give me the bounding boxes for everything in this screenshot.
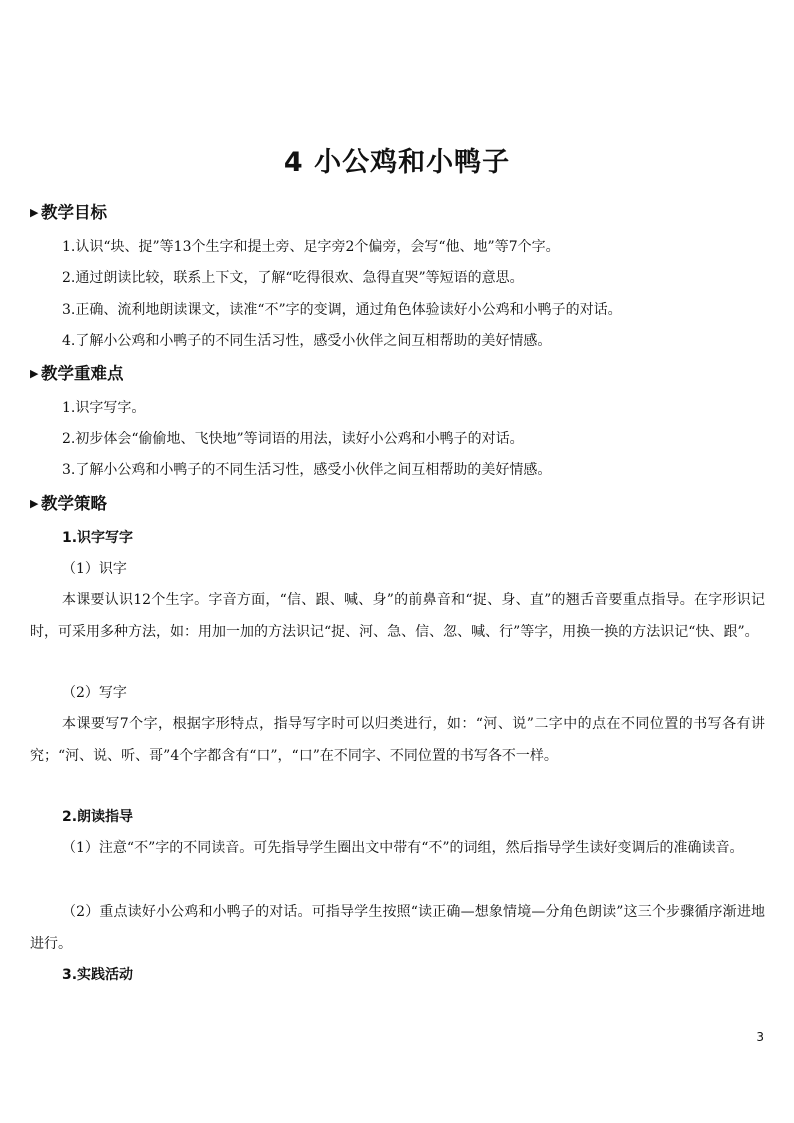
section-heading-text: 教学重难点 (41, 364, 124, 383)
page-number: 3 (756, 1030, 764, 1044)
section-heading-keypoints (30, 364, 124, 386)
keypoint-item: 3.了解小公鸡和小鸭子的不同生活习性，感受小伙伴之间互相帮助的美好情感。 (62, 462, 552, 478)
keypoint-item: 1.识字写字。 (62, 400, 146, 416)
section-heading-strategy (30, 494, 107, 516)
goal-item: 2.通过朗读比较，联系上下文，了解“吃得很欢、急得直哭”等短语的意思。 (62, 270, 524, 286)
body-paragraph: 本课要写7个字，根据字形特点，指导写字时可以归类进行，如：“河、说”二字中的点在不同位置的书写各有讲究；“河、说、听、哥”4个字都含有“口”，“口”在不同字、不同位置的书写各不一样。 (30, 716, 765, 764)
triangle-bullet-icon: ▶ (30, 206, 39, 219)
triangle-bullet-icon: ▶ (30, 497, 39, 510)
goal-item: 1.认识“块、捉”等13个生字和提土旁、足字旁2个偏旁，会写“他、地”等7个字。 (62, 239, 560, 255)
triangle-bullet-icon: ▶ (30, 367, 39, 380)
section-heading-goals (30, 203, 107, 225)
subsection-label: （1）识字 (62, 561, 127, 577)
subsection-label: （2）写字 (62, 685, 127, 701)
body-paragraph: 本课要认识12个生字。字音方面，“信、跟、喊、身”的前鼻音和“捉、身、直”的翘舌音要重点指导。在字形识记时，可采用多种方法，如：用加一加的方法识记“捉、河、急、信、忽、喊、行”等字，用换一换的方法识记“快、跟”。 (30, 592, 765, 640)
body-paragraph: （1）注意“不”字的不同读音。可先指导学生圈出文中带有“不”的词组，然后指导学生读好变调后的准确读音。 (62, 840, 744, 856)
subsection-title: 3.实践活动 (62, 967, 134, 983)
subsection-title: 1.识字写字 (62, 530, 134, 546)
page-title: 4 小公鸡和小鸭子 (283, 147, 511, 178)
section-heading-text: 教学目标 (41, 203, 107, 222)
section-heading-text: 教学策略 (41, 494, 107, 513)
subsection-title: 2.朗读指导 (62, 809, 134, 825)
keypoint-item: 2.初步体会“偷偷地、飞快地”等词语的用法，读好小公鸡和小鸭子的对话。 (62, 431, 524, 447)
goal-item: 3.正确、流利地朗读课文，读准“不”字的变调，通过角色体验读好小公鸡和小鸭子的对话。 (62, 302, 622, 318)
body-paragraph: （2）重点读好小公鸡和小鸭子的对话。可指导学生按照“读正确—想象情境—分角色朗读”这三个步骤循序渐进地进行。 (30, 904, 765, 952)
goal-item: 4.了解小公鸡和小鸭子的不同生活习性，感受小伙伴之间互相帮助的美好情感。 (62, 333, 552, 349)
